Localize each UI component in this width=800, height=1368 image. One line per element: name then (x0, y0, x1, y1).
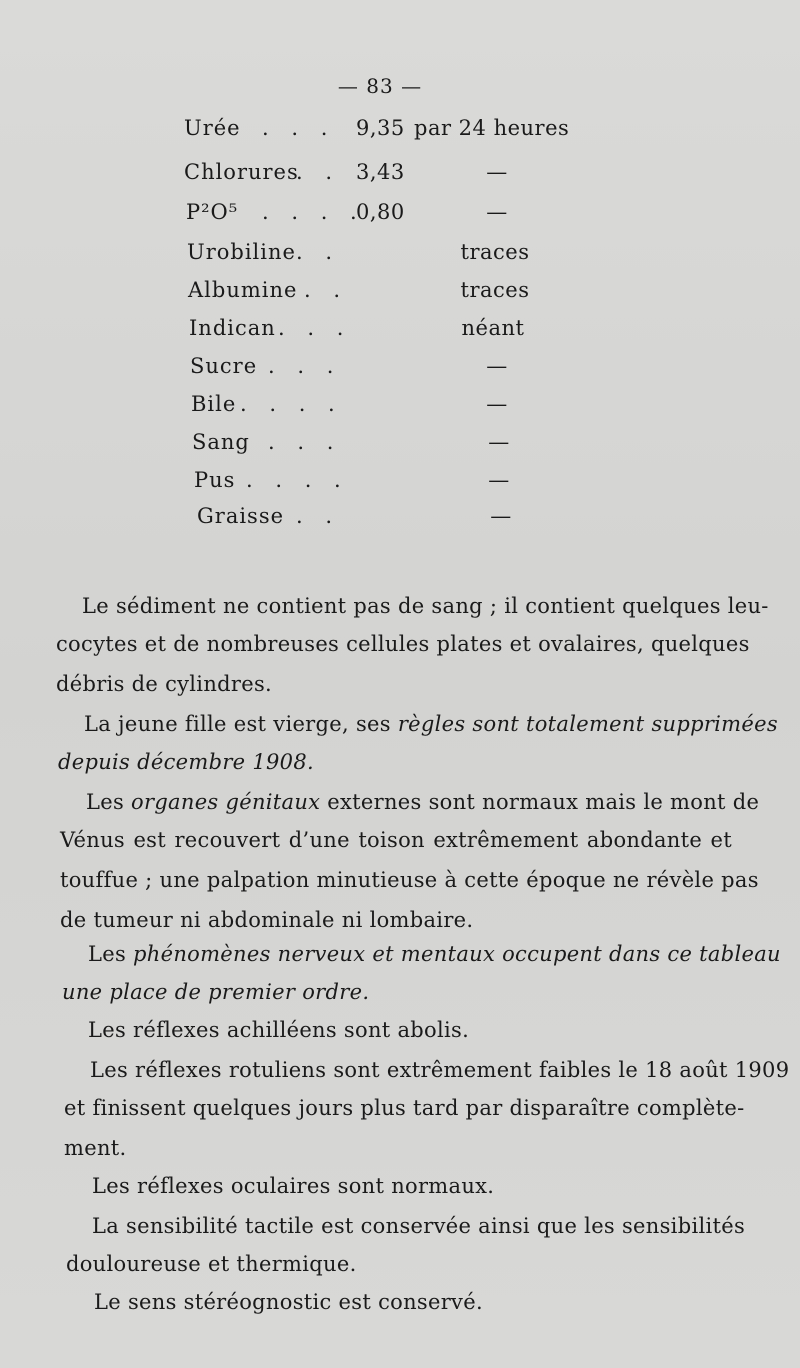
analysis-row (0, 504, 800, 540)
leader-dots: . . . . (240, 392, 343, 416)
analysis-unit: — (486, 392, 508, 416)
analysis-label: Bile (191, 392, 237, 416)
text-line: Les réflexes oculaires sont normaux. (92, 1174, 495, 1198)
analysis-label: Urobiline (187, 240, 296, 264)
text-span: externes sont normaux mais le mont de (320, 790, 760, 814)
text-line: Le sens stéréognostic est conservé. (94, 1290, 483, 1314)
leader-dots: . . . . (246, 468, 349, 492)
text-line: Le sédiment ne contient pas de sang ; il contient quelques leu- (82, 594, 769, 618)
analysis-label: P²O⁵ (186, 200, 239, 224)
leader-dots: . . (296, 240, 341, 264)
paragraph (66, 1244, 740, 1284)
paragraph (84, 704, 778, 744)
text-line: débris de cylindres. (56, 672, 273, 696)
paragraph (56, 624, 750, 704)
analysis-row (0, 430, 800, 466)
analysis-row (0, 468, 800, 504)
analysis-unit: — (486, 160, 508, 184)
analysis-row (0, 392, 800, 428)
paragraph (60, 820, 759, 940)
analysis-value: 3,43 (356, 160, 405, 184)
analysis-value: 9,35 (356, 116, 405, 140)
italic-span: organes génitaux (131, 790, 321, 814)
italic-span: une place de premier ordre. (62, 980, 370, 1004)
analysis-row (0, 316, 800, 352)
paragraph (82, 586, 769, 626)
analysis-unit: traces (460, 240, 530, 264)
text-span: Les (88, 942, 134, 966)
paragraph (94, 1282, 742, 1322)
analysis-unit: — (490, 504, 512, 528)
text-line (86, 782, 760, 822)
leader-dots: . . (296, 504, 341, 528)
analysis-label: Chlorures (184, 160, 299, 184)
analysis-unit: néant (461, 316, 525, 340)
text-line: touffue ; une palpation minutieuse à cette époque ne révèle pas (60, 868, 759, 892)
leader-dots: . . . (262, 116, 336, 140)
italic-span: règles sont totalement supprimées (397, 712, 778, 736)
paragraph (92, 1206, 746, 1246)
text-span: Les (86, 790, 132, 814)
paragraph (92, 1166, 740, 1206)
analysis-label: Pus (194, 468, 236, 492)
leader-dots: . . (304, 278, 349, 302)
analysis-unit: — (488, 430, 510, 454)
analysis-unit: traces (460, 278, 530, 302)
text-line: La sensibilité tactile est conservée ainsi que les sensibilités (92, 1214, 746, 1238)
paragraph (88, 934, 781, 974)
analysis-label: Sucre (190, 354, 258, 378)
text-line: douloureuse et thermique. (66, 1252, 357, 1276)
paragraph (86, 782, 760, 822)
text-line: de tumeur ni abdominale ni lombaire. (60, 908, 474, 932)
analysis-label: Urée (184, 116, 241, 140)
text-line: Les réflexes rotuliens sont extrêmement faibles le 18 août 1909 (90, 1058, 790, 1082)
text-line: Vénus est recouvert d’une toison extrêmement abondante et (60, 828, 732, 852)
paragraph (62, 972, 734, 1012)
leader-dots: . . . (268, 430, 342, 454)
analysis-label: Graisse (197, 504, 285, 528)
text-span: La jeune fille est vierge, ses (84, 712, 398, 736)
paragraph (90, 1050, 790, 1090)
analysis-unit: — (488, 468, 510, 492)
text-line (84, 704, 778, 744)
paragraph (58, 742, 728, 782)
analysis-unit: par 24 heures (414, 116, 570, 140)
analysis-unit: — (486, 200, 508, 224)
text-line (88, 934, 781, 974)
analysis-unit: — (486, 354, 508, 378)
text-line: ment. (64, 1136, 127, 1160)
page-number: — 83 — (337, 74, 423, 98)
italic-span: depuis décembre 1908. (58, 750, 314, 774)
analysis-row (0, 240, 800, 276)
analysis-label: Indican (189, 316, 276, 340)
paragraph (88, 1010, 734, 1050)
paragraph (64, 1088, 745, 1168)
analysis-row (0, 278, 800, 314)
analysis-label: Sang (192, 430, 250, 454)
leader-dots: . . . (268, 354, 342, 378)
analysis-label: Albumine (188, 278, 298, 302)
leader-dots: . . . . (262, 200, 365, 224)
text-line: Les réflexes achilléens sont abolis. (88, 1018, 470, 1042)
leader-dots: . . . (278, 316, 352, 340)
leader-dots: . . (296, 160, 341, 184)
text-line: cocytes et de nombreuses cellules plates et ovalaires, quelques (56, 632, 750, 656)
text-line: et finissent quelques jours plus tard par disparaître complète- (64, 1096, 745, 1120)
analysis-value: 0,80 (356, 200, 405, 224)
analysis-row (0, 354, 800, 390)
analysis-row (0, 200, 800, 236)
analysis-row (0, 160, 800, 196)
italic-span: phénomènes nerveux et mentaux occupent dans ce tableau (133, 942, 781, 966)
analysis-row (0, 116, 800, 152)
